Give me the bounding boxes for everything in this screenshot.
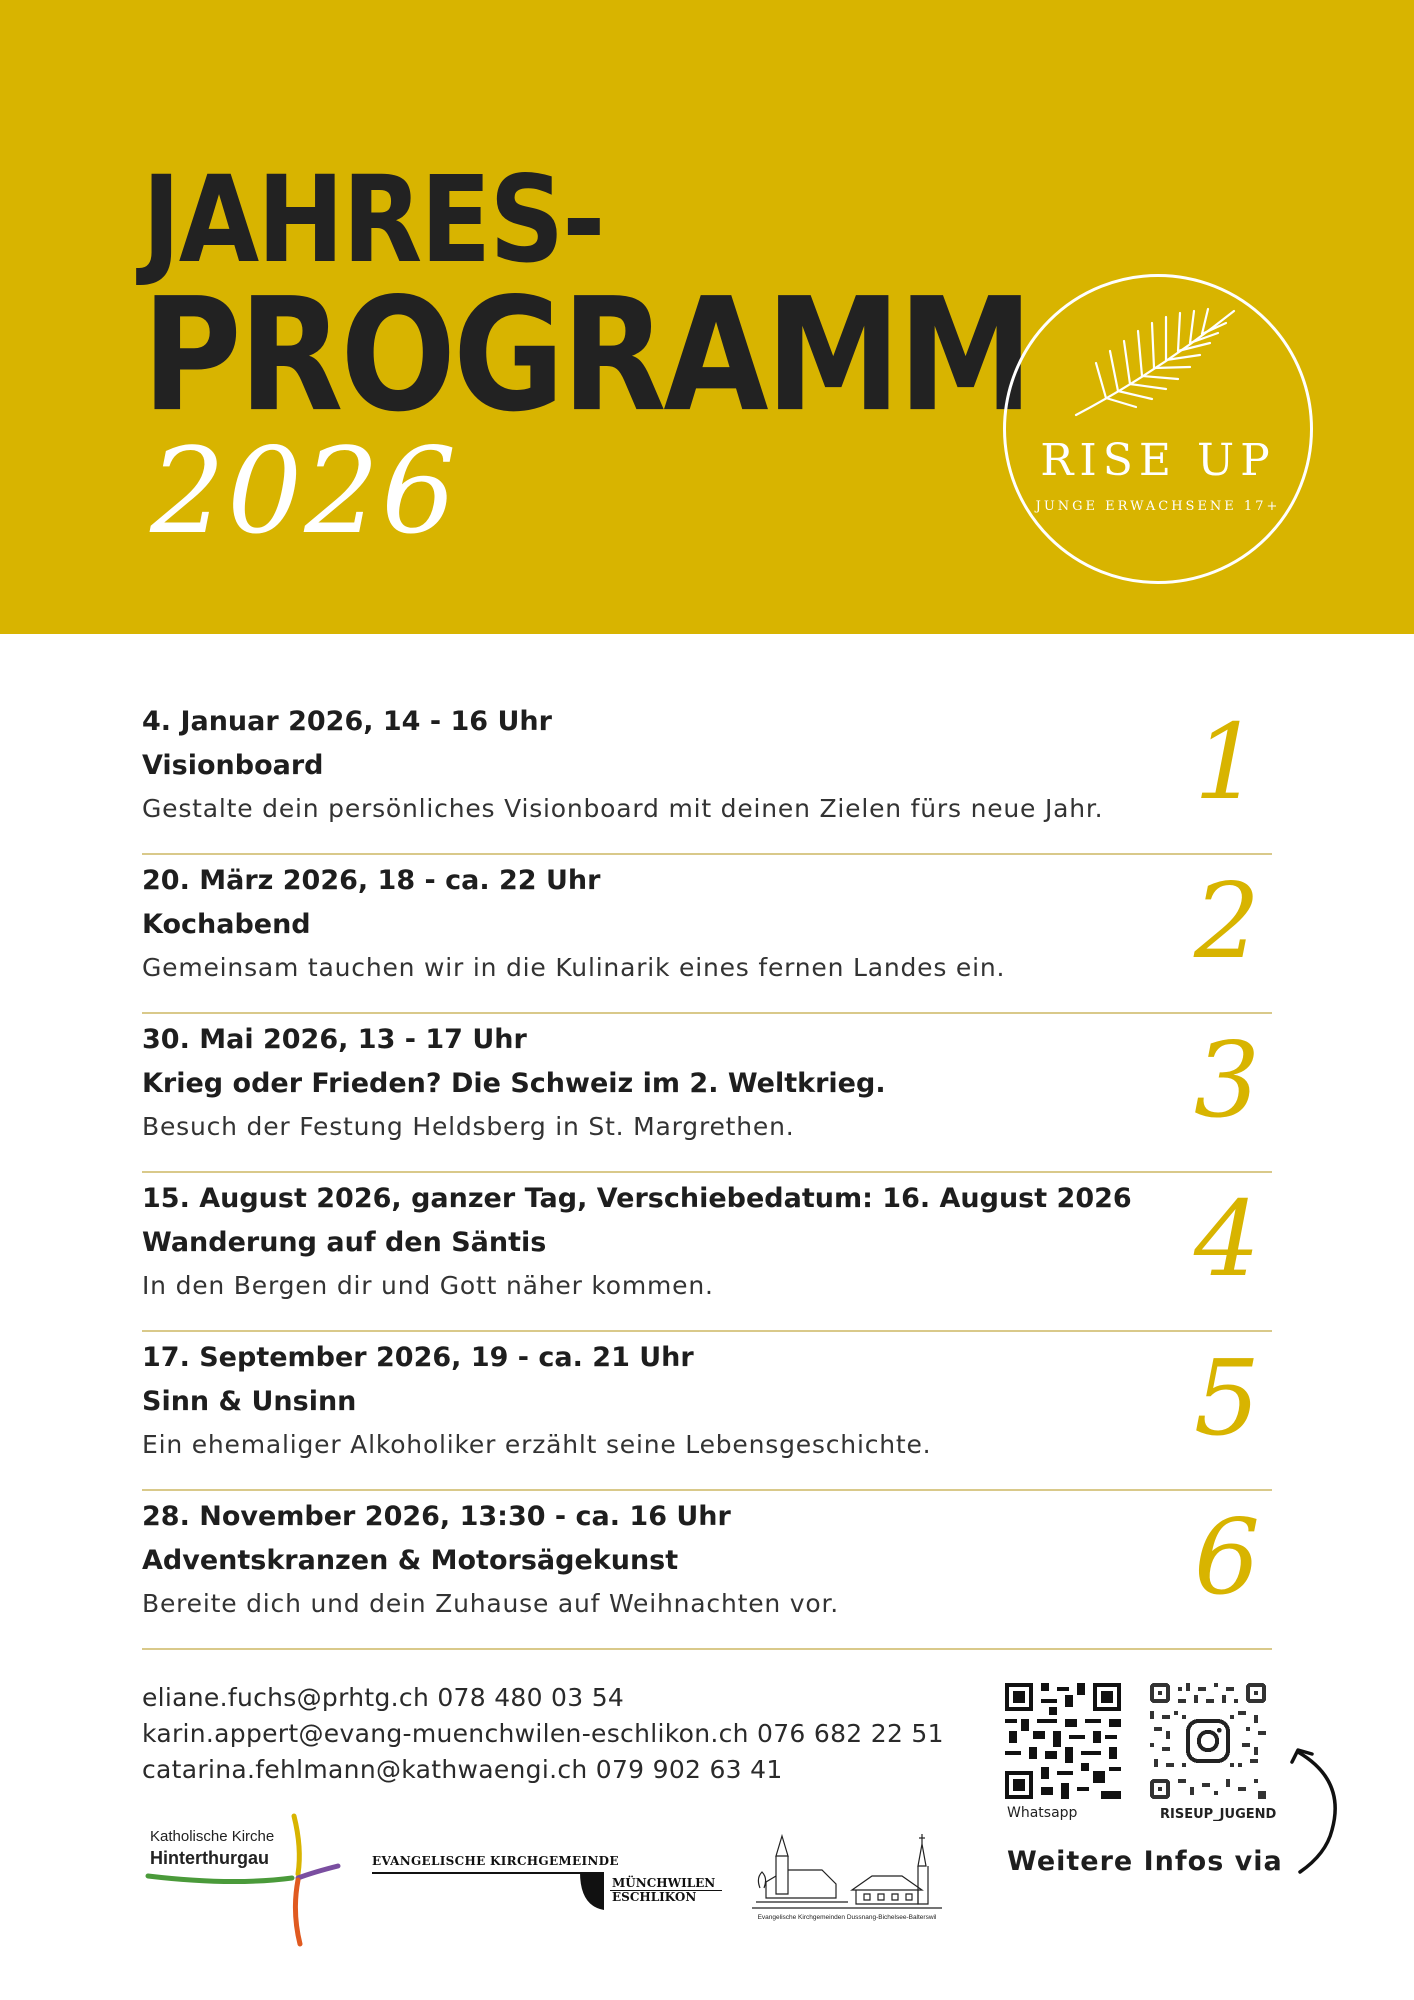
event-description: Besuch der Festung Heldsberg in St. Margrethen. (142, 1112, 795, 1141)
contact-line[interactable]: catarina.fehlmann@kathwaengi.ch 079 902 63 41 (142, 1755, 783, 1784)
event-item (142, 1014, 1272, 1173)
event-title: Wanderung auf den Säntis (142, 1227, 547, 1258)
event-description: Ein ehemaliger Alkoholiker erzählt seine Lebensgeschichte. (142, 1430, 932, 1459)
event-description: Gestalte dein persönliches Visionboard mit deinen Zielen fürs neue Jahr. (142, 794, 1104, 823)
event-description: Gemeinsam tauchen wir in die Kulinarik eines fernen Landes ein. (142, 953, 1006, 982)
church-caption: Evangelische Kirchgemeinden Dussnang-Bichelsee-Balterswil (757, 1914, 937, 1921)
event-list (142, 696, 1272, 1650)
kath-kirche-logo (142, 1808, 352, 1948)
whatsapp-label: Whatsapp (1007, 1805, 1078, 1821)
evang-top-text: EVANGELISCHE KIRCHGEMEINDE (372, 1854, 619, 1868)
title-line-1: JAHRES- (142, 149, 604, 290)
event-title: Adventskranzen & Motorsägekunst (142, 1545, 679, 1576)
event-item (142, 1332, 1272, 1491)
event-date: 28. November 2026, 13:30 - ca. 16 Uhr (142, 1501, 731, 1532)
event-date: 30. Mai 2026, 13 - 17 Uhr (142, 1024, 527, 1055)
rise-up-logo (1003, 274, 1313, 584)
event-date: 15. August 2026, ganzer Tag, Verschiebedatum: 16. August 2026 (142, 1183, 1132, 1214)
more-info-text: Weitere Infos via (1007, 1846, 1283, 1877)
event-title: Visionboard (142, 750, 324, 781)
event-number: 2 (1193, 860, 1261, 982)
event-number: 4 (1193, 1178, 1261, 1300)
event-date: 4. Januar 2026, 14 - 16 Uhr (142, 706, 552, 737)
header-banner (0, 0, 1414, 634)
event-item (142, 1491, 1272, 1650)
curved-arrow-icon (1288, 1740, 1348, 1880)
evang-kirchgemeinde-logo (372, 1848, 722, 1918)
contact-line[interactable]: karin.appert@evang-muenchwilen-eschlikon.ch 076 682 22 51 (142, 1719, 944, 1748)
logo-subtitle: JUNGE ERWACHSENE 17+ (1035, 499, 1281, 514)
contact-list (142, 1680, 944, 1788)
palm-leaf-icon (1066, 303, 1246, 423)
event-description: In den Bergen dir und Gott näher kommen. (142, 1271, 714, 1300)
divider (372, 1872, 604, 1874)
title-line-2: PROGRAMM (142, 265, 1031, 448)
contact-line[interactable]: eliane.fuchs@prhtg.ch 078 480 03 54 (142, 1683, 625, 1712)
instagram-qr-code[interactable] (1150, 1683, 1266, 1799)
divider (142, 1648, 1272, 1650)
event-item (142, 855, 1272, 1014)
logo-name: RISE UP (1040, 435, 1276, 486)
event-number: 6 (1193, 1496, 1261, 1618)
event-item (142, 696, 1272, 855)
kath-line-1: Katholische Kirche (150, 1828, 275, 1845)
event-title: Krieg oder Frieden? Die Schweiz im 2. Weltkrieg. (142, 1068, 886, 1099)
instagram-label: RISEUP_JUGEND (1160, 1807, 1277, 1822)
event-title: Kochabend (142, 909, 311, 940)
event-number: 5 (1193, 1337, 1261, 1459)
church-drawing-logo (752, 1826, 942, 1922)
event-date: 20. März 2026, 18 - ca. 22 Uhr (142, 865, 601, 896)
whatsapp-qr-code[interactable] (1005, 1683, 1121, 1799)
event-date: 17. September 2026, 19 - ca. 21 Uhr (142, 1342, 694, 1373)
kath-line-2: Hinterthurgau (150, 1848, 269, 1868)
evang-bottom-text-1: MÜNCHWILEN (612, 1876, 716, 1890)
half-circle-icon (576, 1852, 606, 1912)
event-title: Sinn & Unsinn (142, 1386, 357, 1417)
event-number: 1 (1193, 701, 1261, 823)
event-description: Bereite dich und dein Zuhause auf Weihnachten vor. (142, 1589, 839, 1618)
title-year: 2026 (150, 422, 459, 560)
event-number: 3 (1193, 1019, 1261, 1141)
event-item (142, 1173, 1272, 1332)
evang-bottom-text-2: ESCHLIKON (612, 1890, 697, 1904)
